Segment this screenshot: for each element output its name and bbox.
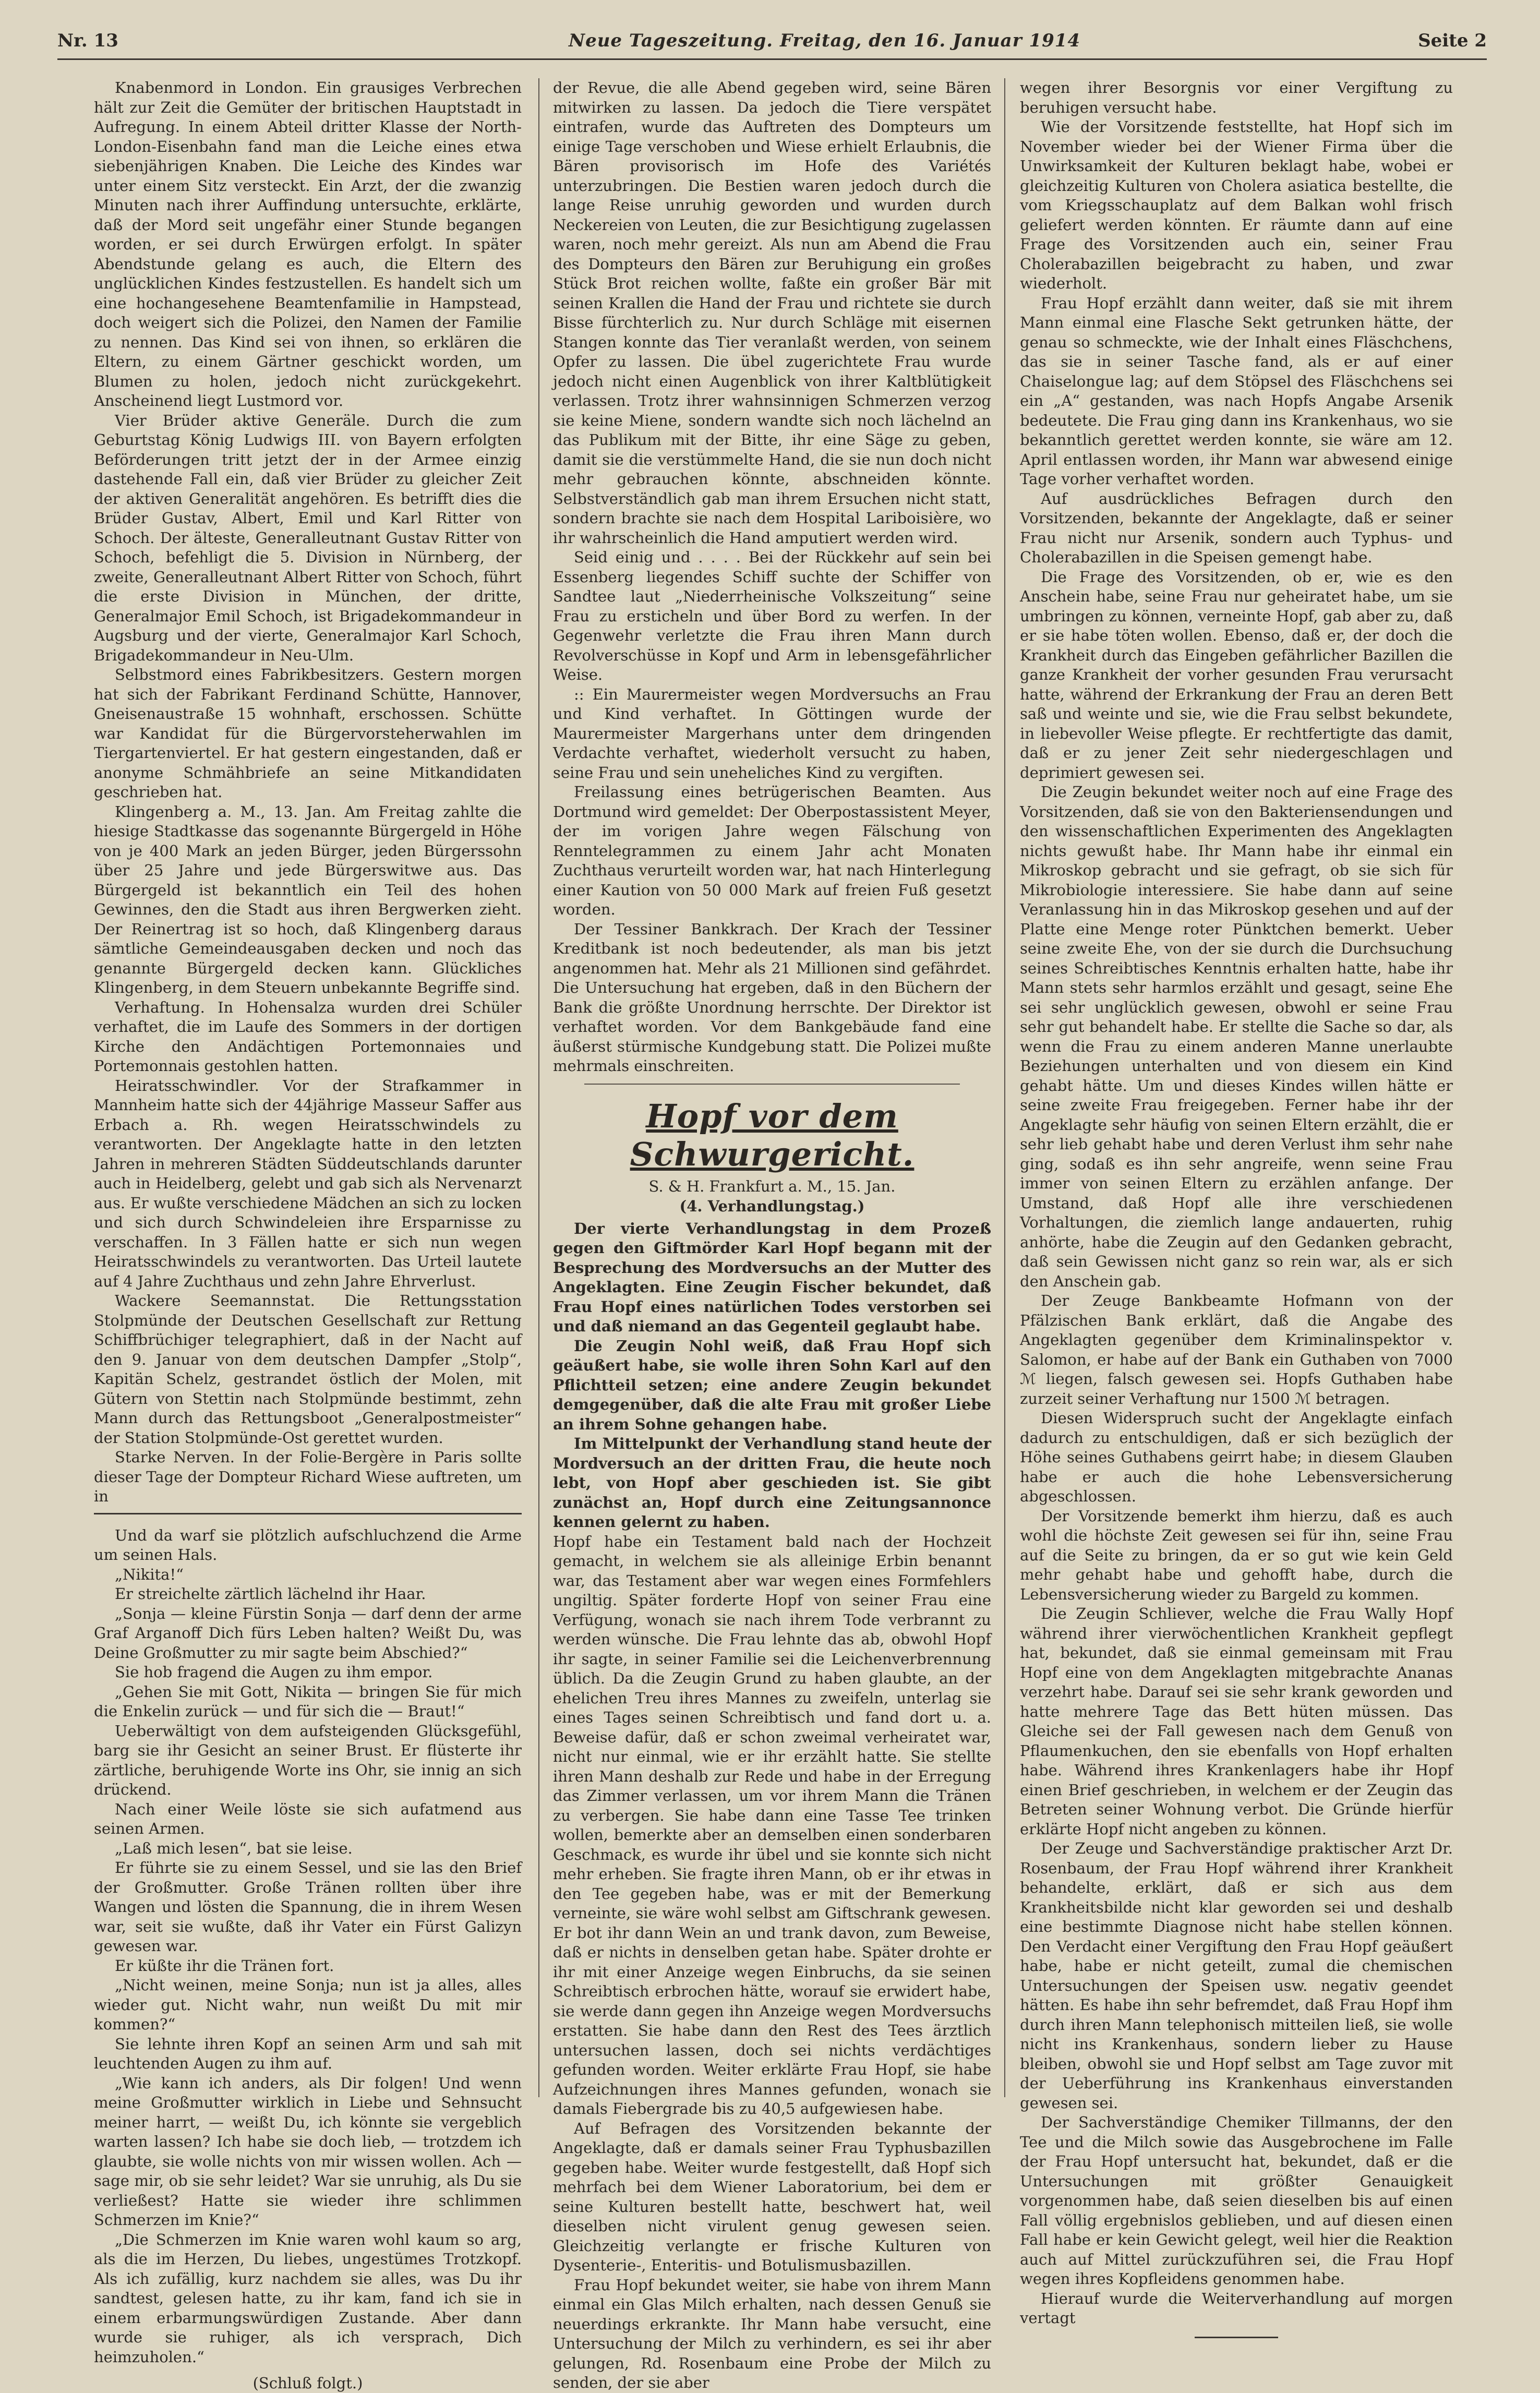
serial-paragraph: „Wie kann ich anders, als Dir folgen! Und wenn meine Großmutter wirklich in Liebe und Sehnsucht meiner harrt, — weißt Du, ich könnte sie vergeblich warten lassen? Ich habe sie doch lieb, — trotzdem ich glaubte, sie wolle nichts von mir wissen wollen. Ach — sage mir, ob sie sehr leidet? War sie unruhig, als Du sie verließest? Hatte sie wieder ihre schlimmen Schmerzen im Knie?“ <box>94 2074 522 2229</box>
article-paragraph: Frau Hopf bekundet weiter, sie habe von ihrem Mann einmal ein Glas Milch erhalten, nach dessen Genuß sie neuerdings erkrankte. Ihr Mann habe versucht, eine Untersuchung der Milch zu verhindern, es sei ihr aber gelungen, Rd. Rosenbaum eine Probe der Milch zu senden, der sie aber <box>553 2276 991 2391</box>
column-divider <box>1004 78 1005 2097</box>
masthead <box>57 27 1487 60</box>
serial-paragraph: Und da warf sie plötzlich aufschluchzend die Arme um seinen Hals. <box>94 1526 522 1564</box>
news-item: der Revue, die alle Abend gegeben wird, seine Bären mitwirken zu lassen. Da jedoch die Tiere verspätet eintrafen, wurde das Auftreten des Dompteurs um einige Tage verschoben und Wiese erhielt Erlaubnis, die Bären provisorisch im Hofe des Variétés unterzubringen. Die Bestien waren jedoch durch die lange Reise unruhig geworden und wurden durch Neckereien von Leuten, die zur Besichtigung zugelassen waren, noch mehr gereizt. Als nun am Abend die Frau des Dompteurs den Bären zur Beruhigung ein großes Stück Brot reichen wollte, faßte ein großer Bär mit seinen Krallen die Hand der Frau und richtete sie durch Bisse fürchterlich zu. Nur durch Schläge mit eisernen Stangen konnte das Tier veranlaßt werden, von seinem Opfer zu lassen. Die übel zugerichtete Frau wurde jedoch nicht einen Augenblick von ihrer Kaltblütigkeit verlassen. Trotz ihrer wahnsinnigen Schmerzen verzog sie keine Miene, sondern wandte sich noch lächelnd an das Publikum mit der Bitte, ihr eine Säge zu geben, damit sie die verstümmelte Hand, die sie nun doch nicht mehr gebrauchen könnte, abschneiden könnte. Selbstverständlich gab man ihrem Ersuchen nicht statt, sondern brachte sie nach dem Hospital Lariboisière, wo ihr wahrscheinlich die Hand amputiert werden wird. <box>553 79 991 547</box>
serial-paragraph: Sie hob fragend die Augen zu ihm empor. <box>115 1663 433 1681</box>
serial-paragraph: Sie lehnte ihren Kopf an seinen Arm und sah mit leuchtenden Augen zu ihm auf. <box>94 2035 522 2072</box>
news-item: Verhaftung. In Hohensalza wurden drei Schüler verhaftet, die im Laufe des Sommers in der dortigen Kirche den Andächtigen Portemonnaies und Portemonnais gestohlen hatten. <box>94 998 522 1075</box>
news-item: Wackere Seemannstat. Die Rettungsstation Stolpmünde der Deutschen Gesellschaft zur Rettung Schiffbrüchiger telegraphiert, daß in der Nacht auf den 9. Januar von dem deutschen Dampfer „Stolp“, Kapitän Schelz, gestrandet östlich der Molen, mit Gütern von Stettin nach Stolpmünde bestimmt, zehn Mann durch das Rettungsboot „Generalpostmeister“ der Station Stolpmünde-Ost gerettet wurden. <box>94 1292 522 1447</box>
serial-paragraph: „Nikita!“ <box>115 1565 184 1583</box>
article-end-rule <box>1195 2337 1278 2338</box>
news-item: Vier Brüder aktive Generäle. Durch die zum Geburtstag König Ludwigs III. von Bayern erfolgten Beförderungen tritt jetzt der in der Armee einzig dastehende Fall ein, daß vier Brüder zu gleicher Zeit der aktiven Generalität angehören. Es betrifft dies die Brüder Gustav, Albert, Emil und Karl Ritter von Schoch. Der älteste, Generalleutnant Gustav Ritter von Schoch, befehligt die 5. Division in Nürnberg, der zweite, Generalleutnant Albert Ritter von Schoch, führt die erste Division in München, der dritte, Generalmajor Emil Schoch, ist Brigadekommandeur in Augsburg und der vierte, Generalmajor Karl Schoch, Brigadekommandeur in Neu-Ulm. <box>94 411 522 664</box>
serial-paragraph: „Die Schmerzen im Knie waren wohl kaum so arg, als die im Herzen, Du liebes, ungestümes Trotzkopf. Als ich zufällig, kurz nachdem sie alles, was Du ihr sandtest, gelesen hatte, zu ihr kam, fand ich sie in einem erbarmungswürdigen Zustande. Aber dann wurde sie ruhiger, als ich versprach, Dich heimzuholen.“ <box>94 2230 522 2366</box>
news-item: :: Ein Maurermeister wegen Mordversuchs an Frau und Kind verhaftet. In Göttingen wurde der Maurermeister Margerhans unter dem dringenden Verdachte verhaftet, wiederholt versucht zu haben, seine Frau und sein uneheliches Kind zu vergiften. <box>553 685 991 781</box>
serial-paragraph: Ueberwältigt von dem aufsteigenden Glücksgefühl, barg sie ihr Gesicht an seiner Brust. Er flüsterte ihr zärtliche, beruhigende Worte ins Ohr, sie innig an sich drückend. <box>94 1722 522 1798</box>
news-item: Der Tessiner Bankkrach. Der Krach der Tessiner Kreditbank ist noch bedeutender, als man bis jetzt angenommen hat. Mehr als 21 Millionen sind gefährdet. Die Untersuchung hat ergeben, daß in den Büchern der Bank die größte Unordnung herrschte. Der Direktor ist verhaftet worden. Vor dem Bankgebäude fand eine äußerst stürmische Kundgebung statt. Die Polizei mußte mehrmals einschreiten. <box>553 920 991 1075</box>
serial-paragraph: „Laß mich lesen“, bat sie leise. <box>115 1839 353 1857</box>
section-divider <box>584 1084 960 1085</box>
article-paragraph: Die Zeugin bekundet weiter noch auf eine Frage des Vorsitzenden, daß sie von den Bakteriensendungen und den wissenschaftlichen Experimenten des Angeklagten nichts gewußt habe. Ihr Mann habe ihr einmal ein Mikroskop gebracht und sie gefragt, ob sie sich für Mikrobiologie interessiere. Sie habe dann auf seine Veranlassung hin in das Mikroskop gesehen und auf der Platte eine Menge roter Pünktchen bemerkt. Ueber seine zweite Ehe, von der sie durch die Durchsuchung seines Schreibtisches Kenntnis erhalten hatte, habe ihr Mann stets sehr harmlos erzählt und gesagt, seine Ehe sei sehr unglücklich gewesen, obwohl er seine Frau sehr gut behandelt habe. Er stellte die Sache so dar, als wenn die Frau zu einem anderen Manne unerlaubte Beziehungen unterhalten und von diesem ein Kind gehabt hätte. Um und dieses Kindes willen hätte er seine zweite Frau freigegeben. Ferner habe ihr der Angeklagte sehr häufig von seinen Eltern erzählt, die er sehr lieb gehabt habe und deren Verlust ihm sehr nahe ging, sodaß es ihn sehr angreife, wenn seine Frau immer von seinen Eltern zu erzählen anfange. Der Umstand, daß Hopf alle ihre verschiedenen Vorhaltungen, die ziemlich lange andauerten, ruhig anhörte, habe die Zeugin auf den Gedanken gebracht, daß sein Gewissen nicht ganz so rein war, als er sich den Anschein gab. <box>1020 783 1453 1290</box>
article-paragraph: Diesen Widerspruch sucht der Angeklagte einfach dadurch zu entschuldigen, daß er sich bezüglich der Höhe seines Guthabens geirrt habe; in diesem Glauben habe er auch die hohe Lebensversicherung abgeschlossen. <box>1020 1409 1453 1505</box>
page-number: Seite 2 <box>1418 30 1487 51</box>
article-paragraph: Hopf habe ein Testament bald nach der Hochzeit gemacht, in welchem sie als alleinige Erbin benannt war, das Testament aber war wegen eines Formfehlers ungiltig. Später forderte Hopf von seiner Frau eine Verfügung, wonach sie nach ihrem Tode verbrannt zu werden wünsche. Die Frau lehnte das ab, obwohl Hopf ihr sagte, in seiner Familie sei die Leichenverbrennung üblich. Da die Zeugin Grund zu haben glaubte, an der ehelichen Treu ihres Mannes zu zweifeln, unterlag sie eines Tages seinen Schreibtisch und fand dort u. a. Beweise dafür, daß er schon zweimal verheiratet war, nicht nur einmal, wie er ihr erzählt hatte. Sie stellte ihren Mann deshalb zur Rede und habe in der Erregung das Zimmer verlassen, um vor ihrem Mann die Tränen zu verbergen. Sie habe dann eine Tasse Tee trinken wollen, bemerkte aber an demselben einen sonderbaren Geschmack, es wurde ihr übel und sie konnte sich nicht mehr erheben. Sie fragte ihren Mann, ob er ihr etwas in den Tee gegeben habe, was er mit der Bemerkung verneinte, sie wäre wohl selbst am Giftschrank gewesen. Er bot ihr dann Wein an und trank davon, zum Beweise, daß er nichts in denselben getan habe. Später drohte er ihr mit einer Anzeige wegen Einbruchs, da sie seinen Schreibtisch erbrochen hätte, worauf sie erwidert habe, sie werde dann gegen ihn Anzeige wegen Mordversuchs erstatten. Sie habe dann den Rest des Tees ärztlich untersuchen lassen, doch sei nichts verdächtiges gefunden worden. Weiter erklärte Frau Hopf, sie habe Aufzeichnungen ihres Mannes gefunden, wonach sie damals Fiebergrade bis zu 40,5 aufgewiesen habe. <box>553 1532 991 2118</box>
article-paragraph: Hierauf wurde die Weiterverhandlung auf morgen vertagt <box>1020 2289 1453 2327</box>
column-divider <box>538 78 539 2097</box>
news-item: Heiratsschwindler. Vor der Strafkammer in Mannheim hatte sich der 44jährige Masseur Saffer aus Erbach a. Rh. wegen Heiratsschwindels zu verantworten. Der Angeklagte hatte in den letzten Jahren in mehreren Städten Süddeutschlands darunter auch in Heidelberg, gelebt und gab sich als Nervenarzt aus. Er wußte verschiedene Mädchen an sich zu locken und sich durch Schwindeleien ihre Ersparnisse zu verschaffen. In 3 Fällen hatte er sich nun wegen Heiratsschwindels zu verantworten. Das Urteil lautete auf 4 Jahre Zuchthaus und zehn Jahre Ehrverlust. <box>94 1076 522 1290</box>
article-paragraph: Die Frage des Vorsitzenden, ob er, wie es den Anschein habe, seine Frau nur geheiratet habe, um sie umbringen zu können, verneinte Hopf, gab aber zu, daß er sie habe töten wollen. Ebenso, daß er, der doch die Krankheit durch das Eingeben gefährlicher Bazillen die ganze Krankheit der vorher gesunden Frau verursacht hatte, während der Erkrankung der Frau an deren Bett saß und weinte und sie, wie die Frau selbst bekundete, in liebevoller Weise pflegte. Er rechtfertigte das damit, daß er zu jener Zeit sehr niedergeschlagen und deprimiert gewesen sei. <box>1020 568 1453 781</box>
article-headline: Hopf vor dem Schwurgericht. <box>630 1097 915 1173</box>
article-paragraph: Der Vorsitzende bemerkt ihm hierzu, daß es auch wohl die höchste Zeit gewesen sei für ihn, seine Frau auf die Seite zu bringen, da er so gut wie kein Geld mehr gehabt habe und gehofft habe, durch die Lebensversicherung wieder zu Bargeld zu kommen. <box>1020 1507 1453 1603</box>
article-paragraph: Der Sachverständige Chemiker Tillmanns, der den Tee und die Milch sowie das Ausgebrochene im Falle der Frau Hopf untersucht hat, bekundet, daß er die Untersuchungen mit größter Genauigkeit vorgenommen habe, daß seien dieselben bis auf einen Fall völlig ergebnislos geblieben, und auf diesen einen Fall habe er kein Gewicht gelegt, weil hier die Reaktion auch auf Mittel zurückzuführen sei, die Frau Hopf wegen ihres Kopfleidens genommen habe. <box>1020 2113 1453 2288</box>
news-item: Freilassung eines betrügerischen Beamten. Aus Dortmund wird gemeldet: Der Oberpostassistent Meyer, der im vorigen Jahre wegen Fälschung von Renntelegrammen zu einem Jahr acht Monaten Zuchthaus verurteilt worden war, hat nach Hinterlegung einer Kaution von 50 000 Mark auf freien Fuß gesetzt worden. <box>553 783 991 918</box>
article-paragraph: Die Zeugin Schliever, welche die Frau Wally Hopf während ihrer vierwöchentlichen Krankheit gepflegt hat, bekundet, daß sie einmal gemeinsam mit Frau Hopf eine von dem Angeklagten mitgebrachte Ananas verzehrt habe. Darauf sei sie sehr krank geworden und hatte mehrere Tage das Bett hüten müssen. Das Gleiche sei der Fall gewesen nach dem Genuß von Pflaumenkuchen, den sie ebenfalls von Hopf erhalten habe. Während ihres Krankenlagers habe ihr Hopf einen Brief geschrieben, in welchem er der Zeugin das Betreten seiner Wohnung verbot. Die Gründe hierfür erklärte Hopf nicht angeben zu können. <box>1020 1605 1453 1838</box>
article-paragraph: Auf Befragen des Vorsitzenden bekannte der Angeklagte, daß er damals seiner Frau Typhusbazillen gegeben habe. Weiter wurde festgestellt, daß Hopf sich mehrfach bei dem Wiener Laboratorium, bei dem er seine Kulturen bestellt hatte, beschwert hat, weil dieselben nicht virulent genug gewesen seien. Gleichzeitig verlangte er frische Kulturen von Dysenterie-, Enteritis- und Botulismusbazillen. <box>553 2119 991 2274</box>
serial-paragraph: „Sonja — kleine Fürstin Sonja — darf denn der arme Graf Arganoff Dich fürs Leben halten? Weißt Du, was Deine Großmutter zu mir sagte beim Abschied?“ <box>94 1604 522 1662</box>
column-middle <box>553 78 991 2391</box>
article-paragraph: Wie der Vorsitzende feststellte, hat Hopf sich im November wieder bei der Wiener Firma über die Unwirksamkeit der Kulturen beklagt habe, wobei er gleichzeitig Kulturen von Cholera asiatica bestellte, die vom Kriegsschauplatz auf dem Balkan wohl frisch geliefert werden könnten. Er räumte dann auf eine Frage des Vorsitzenden auch ein, seiner Frau Cholerabazillen beigebracht zu haben, und zwar wiederholt. <box>1020 118 1453 292</box>
serial-paragraph: Er führte sie zu einem Sessel, und sie las den Brief der Großmutter. Große Tränen rollten über ihre Wangen und lösten die Spannung, die in ihrem Wesen war, seit sie wußte, daß ihr Vater ein Fürst Galizyn gewesen war. <box>94 1859 522 1955</box>
serial-paragraph: Er küßte ihr die Tränen fort. <box>115 1956 334 1975</box>
news-item: Starke Nerven. In der Folie-Bergère in Paris sollte dieser Tage der Dompteur Richard Wiese auftreten, um in <box>94 1448 522 1505</box>
news-item: Knabenmord in London. Ein grausiges Verbrechen hält zur Zeit die Gemüter der britischen Hauptstadt in Aufregung. In einem Abteil dritter Klasse der North-London-Eisenbahn fand man die Leiche eines etwa siebenjährigen Knaben. Die Leiche des Kindes war unter einem Sitz versteckt. Ein Arzt, der die zwanzig Minuten nach ihrer Auffindung untersuchte, erklärte, daß der Mord seit ungefähr einer Stunde begangen worden, er sei durch Erwürgen erfolgt. In später Abendstunde gelang es auch, die Eltern des unglücklichen Kindes festzustellen. Es handelt sich um eine hochangesehene Beamtenfamilie in Hampstead, doch weigert sich die Polizei, den Namen der Familie zu nennen. Das Kind sei von ihnen, so erklären die Eltern, zu einem Gärtner geschickt worden, um Blumen zu holen, jedoch nicht zurückgekehrt. Anscheinend liegt Lustmord vor. <box>94 79 522 410</box>
column-left <box>94 78 522 2392</box>
news-item: Seid einig und . . . . Bei der Rückkehr auf sein bei Essenberg liegendes Schiff suchte der Schiffer von Sandtee laut „Niederrheinische Volkszeitung“ seine Frau zu ersticheln und über Bord zu werfen. In der Gegenwehr verletzte die Frau ihren Mann durch Revolverschüsse in Kopf und Arm in lebensgefährlicher Weise. <box>553 548 991 683</box>
news-item: Selbstmord eines Fabrikbesitzers. Gestern morgen hat sich der Fabrikant Ferdinand Schütte, Hannover, Gneisenaustraße 15 wohnhaft, erschossen. Schütte war Kandidat für die Bürgervorsteherwahlen im Tiergartenviertel. Er hat gestern eingestanden, daß er anonyme Schmähbriefe an seine Mitkandidaten geschrieben hat. <box>94 666 522 801</box>
article-paragraph: Die Zeugin Nohl weiß, daß Frau Hopf sich geäußert habe, sie wolle ihren Sohn Karl auf den Pflichtteil setzen; eine andere Zeugin bekundet demgegenüber, daß die alte Frau mit großer Liebe an ihrem Sohne gehangen habe. <box>553 1337 991 1433</box>
article-paragraph: Der Zeuge und Sachverständige praktischer Arzt Dr. Rosenbaum, der Frau Hopf während ihrer Krankheit behandelte, erklärt, daß er sich aus dem Krankheitsbilde nicht klar geworden sei und deshalb eine bestimmte Diagnose nicht habe stellen können. Den Verdacht einer Vergiftung den Frau Hopf geäußert habe, habe er nicht geteilt, zumal die chemischen Untersuchungen der Speisen usw. negativ geendet hätten. Es habe ihn sehr befremdet, daß Frau Hopf ihm durch ihren Mann telephonisch mitteilen ließ, sie wolle nicht ins Krankenhaus, sondern lieber zu Hause bleiben, obwohl sie und Hopf selbst am Tage zuvor mit der Ueberführung ins Krankenhaus einverstanden gewesen sei. <box>1020 1839 1453 2112</box>
serial-signoff: (Schluß folgt.) <box>252 2374 363 2392</box>
section-divider <box>94 1513 522 1514</box>
serial-paragraph: „Gehen Sie mit Gott, Nikita — bringen Sie für mich die Enkelin zurück — und für sich die — Braut!“ <box>94 1682 522 1720</box>
serial-paragraph: Er streichelte zärtlich lächelnd ihr Haar. <box>115 1585 426 1603</box>
column-right <box>1020 78 1453 2327</box>
article-paragraph: Frau Hopf erzählt dann weiter, daß sie mit ihrem Mann einmal eine Flasche Sekt getrunken hätte, der genau so schmeckte, wie der Inhalt eines Fläschchens, das sie in seiner Tasche fand, als er auf einer Chaiselongue lag; auf dem Stöpsel des Fläschchens sei ein „A“ gestanden, was nach Hopfs Angabe Arsenik bedeutete. Die Frau ging dann ins Krankenhaus, wo sie bekanntlich gerettet werden konnte, sie wäre am 12. April entlassen worden, ihr Mann war abwesend einige Tage vorher verhaftet worden. <box>1020 294 1453 488</box>
news-item: Klingenberg a. M., 13. Jan. Am Freitag zahlte die hiesige Stadtkasse das sogenannte Bürgergeld in Höhe von je 400 Mark an jeden Bürger, jeden Bürgerssohn über 25 Jahre und jede Bürgerswitwe aus. Das Bürgergeld ist bekanntlich ein Teil des hohen Gewinnes, den die Stadt aus ihren Bergwerken zieht. Der Reinertrag ist so hoch, daß Klingenberg daraus sämtliche Gemeindeausgaben decken und noch das genannte Bürgergeld decken kann. Glückliches Klingenberg, in dem Steuern unbekannte Begriffe sind. <box>94 802 522 996</box>
article-paragraph: wegen ihrer Besorgnis vor einer Vergiftung zu beruhigen versucht habe. <box>1020 79 1453 116</box>
article-paragraph: Der Zeuge Bankbeamte Hofmann von der Pfälzischen Bank erklärt, daß die Angabe des Angeklagten gegenüber dem Kriminalinspektor v. Salomon, er habe auf der Bank ein Guthaben von 7000 ℳ liegen, falsch gewesen sei. Hopfs Guthaben habe zurzeit seiner Verhaftung nur 1500 ℳ betragen. <box>1020 1292 1453 1408</box>
article-dateline: S. & H. Frankfurt a. M., 15. Jan. <box>648 1177 896 1195</box>
serial-paragraph: Nach einer Weile löste sie sich aufatmend aus seinen Armen. <box>94 1800 522 1837</box>
article-subhead: (4. Verhandlungstag.) <box>679 1197 865 1215</box>
issue-number: Nr. 13 <box>57 30 118 51</box>
newspaper-title-date: Neue Tageszeitung. Freitag, den 16. Januar 1914 <box>569 30 1081 51</box>
article-paragraph: Im Mittelpunkt der Verhandlung stand heute der Mordversuch an der dritten Frau, die heute noch lebt, von Hopf aber geschieden ist. Sie gibt zunächst an, Hopf durch eine Zeitungsannonce kennen gelernt zu haben. <box>553 1435 991 1531</box>
article-paragraph: Auf ausdrückliches Befragen durch den Vorsitzenden, bekannte der Angeklagte, daß er seiner Frau nicht nur Arsenik, sondern auch Typhus- und Cholerabazillen in die Speisen gemengt habe. <box>1020 489 1453 566</box>
serial-paragraph: „Nicht weinen, meine Sonja; nun ist ja alles, alles wieder gut. Nicht wahr, nun weißt Du mit mir kommen?“ <box>94 1976 522 2033</box>
article-paragraph: Der vierte Verhandlungstag in dem Prozeß gegen den Giftmörder Karl Hopf begann mit der Besprechung des Mordversuchs an der Mutter des Angeklagten. Eine Zeugin Fischer bekundet, daß Frau Hopf eines natürlichen Todes verstorben sei und daß niemand an das Gegenteil geglaubt habe. <box>553 1219 991 1335</box>
